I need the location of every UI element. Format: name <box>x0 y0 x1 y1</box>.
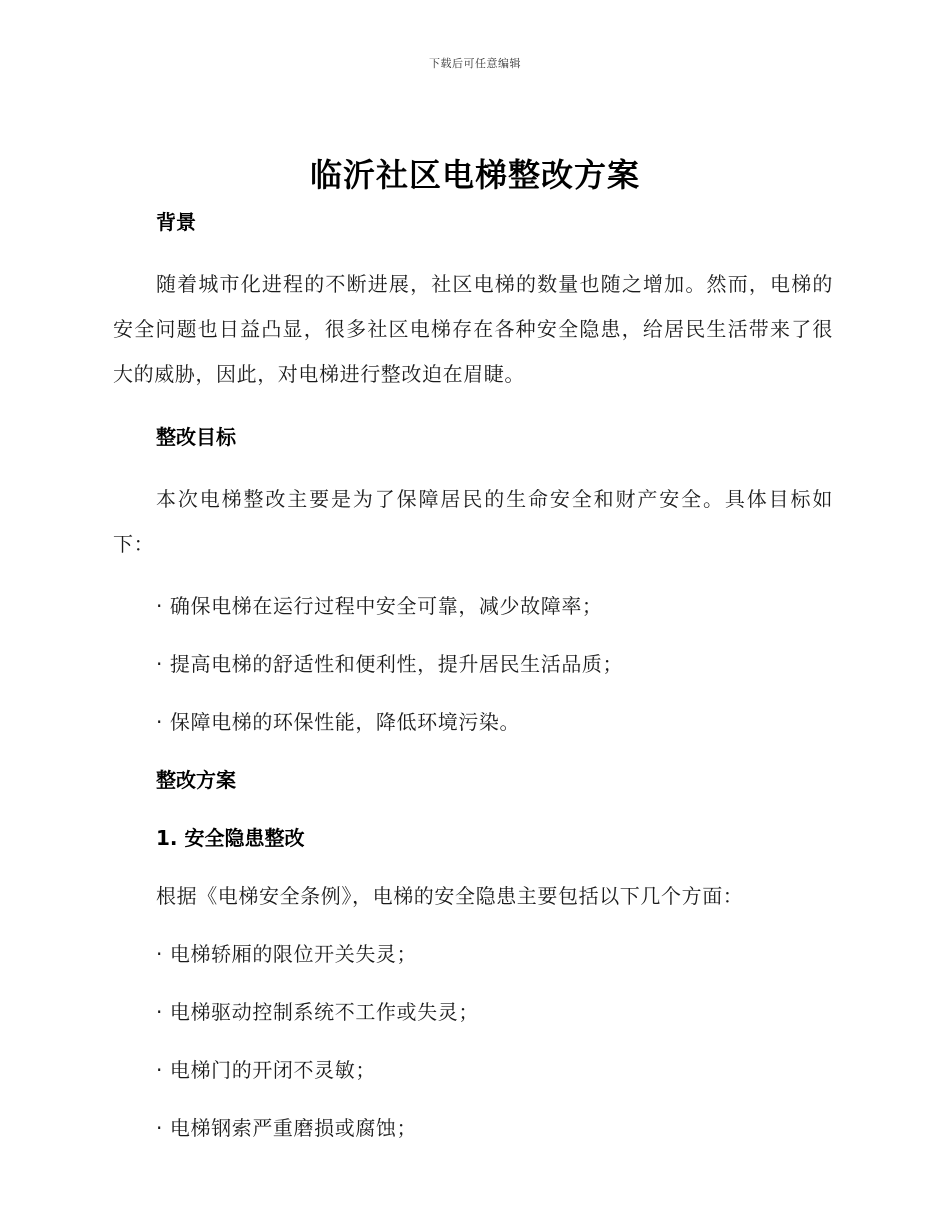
hazard-item: · 电梯驱动控制系统不工作或失灵； <box>156 1000 479 1024</box>
document-title: 临沂社区电梯整改方案 <box>309 156 640 194</box>
goal-item: · 确保电梯在运行过程中安全可靠，减少故障率； <box>156 594 603 618</box>
paragraph-plan-intro: 根据《电梯安全条例》，电梯的安全隐患主要包括以下几个方面： <box>156 884 744 908</box>
header-note: 下载后可任意编辑 <box>429 57 521 70</box>
document-body <box>113 205 833 1145</box>
heading-plan: 整改方案 <box>156 768 236 792</box>
heading-background: 背景 <box>156 210 196 234</box>
paragraph-background: 随着城市化进程的不断进展，社区电梯的数量也随之增加。然而，电梯的安全问题也日益凸显，很多社区电梯存在各种安全隐患，给居民生活带来了很大的威胁，因此，对电梯进行整改迫在眉睫。 <box>113 272 833 386</box>
subheading-safety: 1. 安全隐患整改 <box>156 826 305 850</box>
paragraph-goals: 本次电梯整改主要是为了保障居民的生命安全和财产安全。具体目标如下： <box>113 487 833 556</box>
hazard-item: · 电梯轿厢的限位开关失灵； <box>156 942 418 966</box>
heading-goals: 整改目标 <box>156 425 236 449</box>
goal-item: · 保障电梯的环保性能，降低环境污染。 <box>156 710 521 734</box>
hazard-item: · 电梯门的开闭不灵敏； <box>156 1058 376 1082</box>
hazard-item: · 电梯钢索严重磨损或腐蚀； <box>156 1116 418 1140</box>
goal-item: · 提高电梯的舒适性和便利性，提升居民生活品质； <box>156 652 624 676</box>
